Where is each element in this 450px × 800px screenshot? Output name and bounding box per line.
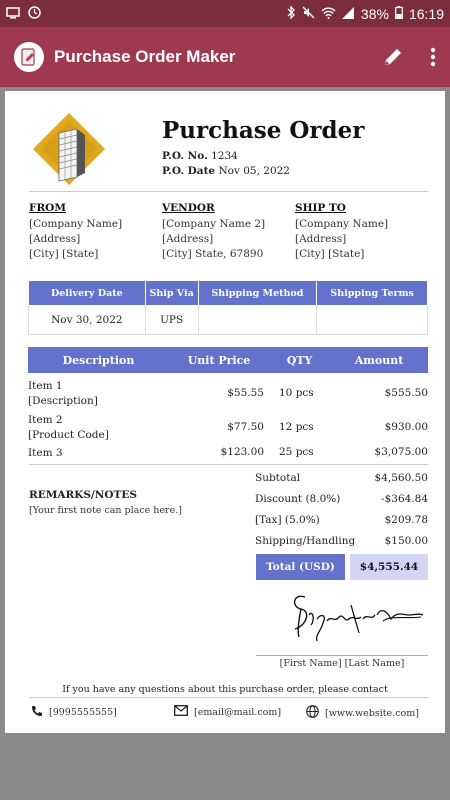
po-date-label: P.O. Date [162,165,216,177]
phone-text: [9995555555] [49,707,117,718]
item-name: Item 1 [28,380,63,392]
battery-percent: 38% [360,5,389,22]
contact-phone [31,705,117,720]
from-line: [Address] [29,233,81,245]
items-header-cell: Amount [354,353,404,367]
table-row [28,379,428,409]
vendor-heading: VENDOR [162,202,215,214]
ship-to-block [295,201,423,262]
clock-icon [28,6,41,22]
po-number-line [162,150,238,162]
website-text: [www.website.com] [325,707,419,719]
item-amount: $930.00 [384,421,428,433]
signature-line [256,655,428,656]
shipping-header-cell: Shipping Method [198,281,317,306]
total-label: Total (USD) [256,554,345,580]
from-heading: FROM [29,202,66,214]
item-description: [Description] [28,395,98,407]
item-amount: $3,075.00 [374,446,428,458]
ship-to-line: [Company Name] [295,218,389,230]
items-header-cell: QTY [286,353,313,367]
po-number-label: P.O. No. [162,150,208,162]
globe-icon [306,705,319,721]
summary-value: $150.00 [384,535,428,547]
from-line: [City] [State] [29,248,99,260]
summary-value: -$364.84 [381,493,428,505]
summary-value: $4,560.50 [374,472,428,484]
from-line: [Company Name] [29,218,123,230]
item-amount: $555.50 [384,387,428,399]
item-qty: 10 pcs [279,387,314,399]
shipping-header-cell: Ship Via [145,281,198,306]
status-time: 16:19 [408,5,444,22]
phone-icon [31,705,43,720]
ship-to-line: [Address] [295,233,347,245]
email-text: [email@mail.com] [194,706,282,718]
signature-image [287,585,427,645]
contact-note: If you have any questions about this purchase order, please contact [62,684,388,695]
items-table-header [28,347,428,373]
battery-icon [395,6,403,22]
items-header-cell: Unit Price [187,353,251,367]
divider [29,697,428,698]
contact-email [174,705,281,719]
status-bar [0,0,450,27]
more-vert-icon[interactable] [430,47,436,67]
item-description: [Product Code] [28,429,109,441]
shipping-method-cell [198,306,317,335]
summary-label: [Tax] (5.0%) [255,514,320,526]
shipping-header-cell: Delivery Date [29,281,146,306]
ship-to-heading: SHIP TO [295,202,346,214]
item-name: Item 3 [28,447,63,459]
item-name: Item 2 [28,414,63,426]
item-unit-price: $55.55 [227,387,264,399]
email-icon [174,705,188,719]
vendor-block [162,201,290,262]
app-title: Purchase Order Maker [54,47,236,66]
screen-icon [6,6,20,22]
vendor-line: [Address] [162,233,214,245]
shipping-terms-cell [317,306,428,335]
vendor-line: [Company Name 2] [162,218,266,230]
item-unit-price: $77.50 [227,421,264,433]
signal-icon [342,6,355,22]
pencil-icon[interactable] [382,46,404,68]
delivery-date-cell: Nov 30, 2022 [29,306,146,335]
app-logo-icon [14,42,44,72]
summary-value: $209.78 [384,514,428,526]
wifi-icon [321,6,336,22]
purchase-order-document[interactable] [5,91,445,733]
remarks-text: [Your first note can place here.] [29,505,182,516]
signature-name: [First Name] [Last Name] [279,658,405,669]
item-qty: 25 pcs [279,446,314,458]
contact-website [306,705,419,721]
from-block [29,201,157,262]
shipping-table [28,280,428,335]
table-row [28,446,428,462]
divider [29,464,428,465]
po-date-value: Nov 05, 2022 [218,165,290,177]
app-bar [0,27,450,87]
po-date-line [162,165,290,177]
vendor-line: [City] State, 67890 [162,248,264,260]
ship-via-cell: UPS [145,306,198,335]
shipping-header-cell: Shipping Terms [317,281,428,306]
ship-to-line: [City] [State] [295,248,365,260]
bluetooth-icon [286,6,296,22]
divider [29,191,428,192]
item-unit-price: $123.00 [220,446,264,458]
total-value: $4,555.44 [350,554,428,580]
remarks-heading: REMARKS/NOTES [29,489,137,501]
summary-label: Subtotal [255,472,301,484]
summary-label: Discount (8.0%) [255,493,341,505]
po-number-value: 1234 [211,150,238,162]
company-logo-icon [31,111,107,187]
summary-label: Shipping/Handling [255,535,356,547]
document-title: Purchase Order [162,117,365,144]
table-row [28,413,428,443]
items-header-cell: Description [62,353,135,367]
mute-icon [302,6,315,22]
item-qty: 12 pcs [279,421,314,433]
